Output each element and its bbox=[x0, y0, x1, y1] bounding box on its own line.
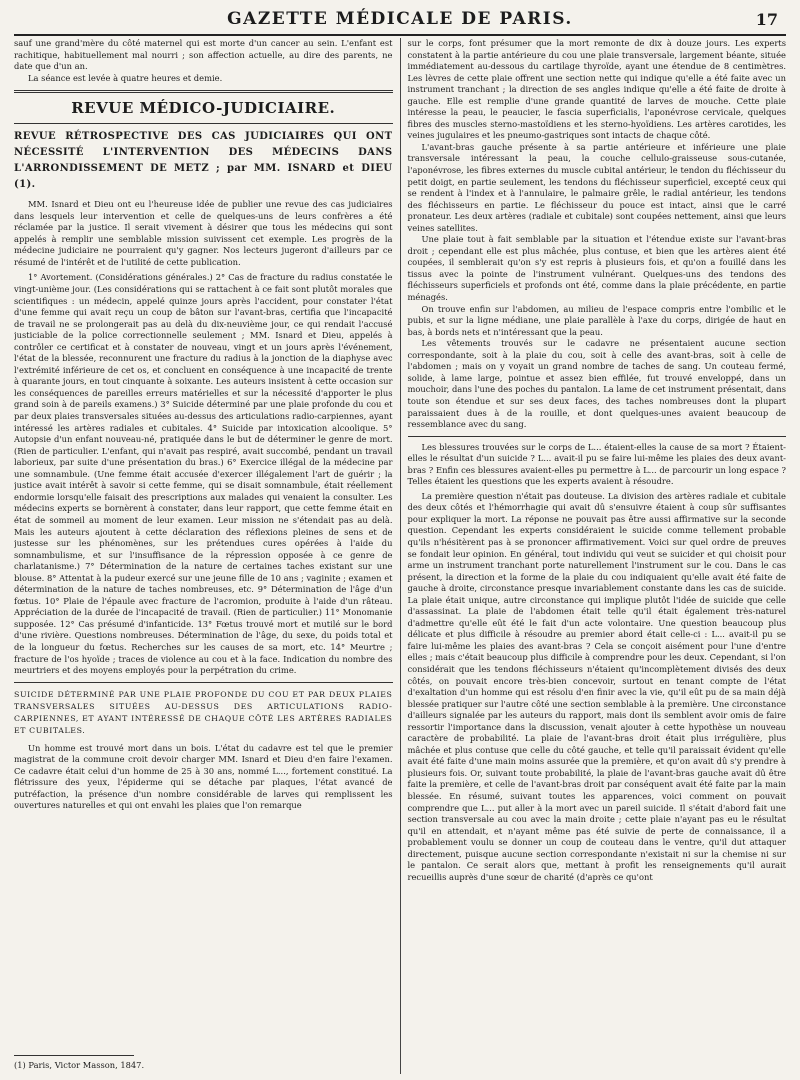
continued-text: sauf une grand'mère du côté maternel qui est morte d'un cancer au sein. L'enfant est rachitique, habituellement mal nourri ; son affection actuelle, au dire des parents, ne date que d'un an. bbox=[14, 38, 393, 72]
section-divider bbox=[14, 90, 393, 93]
footnote-rule bbox=[14, 1055, 134, 1056]
session-closing: La séance est levée à quatre heures et demie. bbox=[28, 72, 223, 83]
article-paragraph: On trouve enfin sur l'abdomen, au milieu de l'espace compris entre l'ombilic et le pubis, et sur la ligne médiane, une plaie parallèle à l'axe du corps, dirigée de haut en bas, à bords nets et n'intéressant que la peau. bbox=[407, 303, 786, 337]
left-column bbox=[14, 38, 401, 1074]
article-paragraph: Un homme est trouvé mort dans un bois. L'état du cadavre est tel que le premier magistrat de la commune croit devoir charger MM. Isnard et Dieu d'en faire l'examen. Ce cadavre était celui d'un homme de 25 à 30 ans, nommé L..., fortement constitué. La flétrissure des yeux, l'épiderme qui se détache par plaques, l'état avancé de putréfaction, la présence d'un nombre considérable de larves qui remplissent les ouvertures naturelles et qui ont envahi les plaies que l'on remarque bbox=[14, 742, 393, 811]
case-divider bbox=[14, 682, 393, 683]
article-columns bbox=[14, 38, 786, 1074]
title-divider bbox=[14, 123, 393, 124]
article-paragraph: Les blessures trouvées sur le corps de L... étaient-elles la cause de sa mort ? Étaient-elles le résultat d'un suicide ? L... avait-il pu se faire lui-même les plaies des deux avant-bras ? Enfin ces blessures avaient-elles pu permettre à L... de parcourir un long espace ? Telles étaient les questions que les experts avaient à résoudre. bbox=[407, 441, 786, 487]
article-paragraph: 1° Avortement. (Considérations générales.) 2° Cas de fracture du radius constatée le vingt-unième jour. (Les considérations qui se rattachent à ce fait sont plutôt morales que scientifiques : un médecin, appelé quinze jours après l'accident, pour constater l'état d'une femme qui avait reçu un coup de bâton sur l'avant-bras, certifia que l'incapacité de travail ne se prolongerait pas au delà du dix-neuvième jour, ce qui rendait l'accusé justiciable de la police correctionnelle seulement ; MM. Isnard et Dieu, appelés à contrôler ce certificat et à constater de nouveau, vingt et un jours après l'événement, l'état de la blessée, reconnurent une fracture du radius à la jonction de la diaphyse avec l'extrémité inférieure de cet os, et concluent en conséquence à une incapacité de trente à quarante jours, en tout cinquante à soixante. Les auteurs insistent à cette occasion sur les conséquences de pareilles erreurs matérielles et sur la nécessité d'apporter le plus grand soin à de pareils examens.) 3° Suicide déterminé par une plaie profonde du cou et par deux plaies transversales situées au-dessus des articulations radio-carpiennes, ayant intéressé les artères radiales et cubitales. 4° Suicide par intoxication alcoolique. 5° Autopsie d'un enfant nouveau-né, pratiquée dans le but de déterminer le genre de mort. (Rien de particulier. L'enfant, qui n'avait pas respiré, avait succombé, pendant un travail laborieux, par suite d'une présentation du bras.) 6° Exercice illégal de la médecine par une somnambule. (Une femme était accusée d'exercer illégalement l'art de guérir ; la justice avait intérêt à savoir si cette femme, qui se disait somnambule, était réellement endormie lorsqu'elle faisait des prescriptions aux malades qui venaient la consulter. Les médecins experts se bornèrent à constater, dans leur rapport, que cette femme était en état de sommeil au moment de leur examen. Leur mission ne s'étendait pas au delà. Mais les auteurs ajoutent à cette déclaration des réflexions pleines de sens et de justesse sur les phénomènes, sur les prétendues cures opérées à l'aide du somnambulisme, et sur l'insuffisance de la répression opposée à ce genre de charlatanisme.) 7° Détermination de la nature de certaines taches existant sur une blouse. 8° Attentat à la pudeur exercé sur une jeune fille de 10 ans ; vaginite ; examen et détermination de la nature de taches nombreuses, etc. 9° Détermination de l'âge d'un fœtus. 10° Plaie de l'épaule avec fracture de l'acromion, produite à l'aide d'un râteau. Appréciation de la durée de l'incapacité de travail. (Rien de particulier.) 11° Monomanie supposée. 12° Cas présumé d'infanticide. 13° Fœtus trouvé mort et mutilé sur le bord d'une rivière. Questions nombreuses. Détermination de l'âge, du sexe, du poids total et de la longueur du fœtus. Recherches sur les causes de sa mort, etc. 14° Meurtre ; fracture de l'os hyoïde ; traces de violence au cou et à la face. Indication du nombre des meurtriers et des moyens employés pour la perpétration du crime. bbox=[14, 272, 393, 676]
article-heading: REVUE RÉTROSPECTIVE DES CAS JUDICIAIRES QUI ONT NÉCESSITÉ L'INTERVENTION DES MÉDECINS DANS L'ARRONDISSEMENT DE METZ ; par MM. ISNARD et DIEU (1). bbox=[14, 131, 393, 191]
article-paragraph: L'avant-bras gauche présente à sa partie antérieure et inférieure une plaie transversale intéressant la peau, la couche cellulo-graisseuse sous-cutanée, l'aponévrose, les fibres externes du muscle cubital antérieur, le tendon du fléchisseur du petit doigt, en partie seulement, les tendons du fléchisseur superficiel, excepté ceux qui se rendent à l'index et à l'annulaire, le palmaire grêle, le radial antérieur, les tendons des fléchisseurs en partie. Le fléchisseur du pouce est intact, ainsi que le carré pronateur. Les deux artères (radiale et cubitale) sont coupées nettement, ainsi que leurs veines satellites. bbox=[407, 141, 786, 233]
footnote: (1) Paris, Victor Masson, 1847. bbox=[14, 1060, 145, 1070]
article-paragraph: MM. Isnard et Dieu ont eu l'heureuse idée de publier une revue des cas judiciaires dans lesquels leur intervention et celle de quelques-uns de leurs confrères a été réclamée par la justice. Il serait vivement à désirer que tous les médecins qui sont appelés à remplir une semblable mission suivissent cet exemple. Les progrès de la médecine judiciaire ne pourraient qu'y gagner. Nos lecteurs jugeront d'ailleurs par ce résumé de l'intérêt et de l'utilité de cette publication. bbox=[14, 199, 393, 267]
page-header bbox=[14, 4, 786, 36]
article-paragraph: Une plaie tout à fait semblable par la situation et l'étendue existe sur l'avant-bras droit ; cependant elle est plus mâchée, plus contuse, et bien que les artères aient été coupées, il semblerait qu'on s'y est repris à plusieurs fois, et qu'on a fouillé dans les tissus avec la pointe de l'instrument vulnérant. Quelques-uns des tendons des fléchisseurs superficiels et profonds ont été, comme dans la plaie précédente, en partie ménagés. bbox=[407, 234, 786, 303]
page-number: 17 bbox=[755, 10, 778, 29]
journal-title: GAZETTE MÉDICALE DE PARIS. bbox=[227, 9, 573, 29]
case-heading: SUICIDE DÉTERMINÉ PAR UNE PLAIE PROFONDE DU COU ET PAR DEUX PLAIES TRANSVERSALES SITUÉES AU-DESSUS DES ARTICULATIONS RADIO-CARPIENNES, ET AYANT INTÉRESSÉ DE CHAQUE CÔTÉ LES ARTÈRES RADIALES ET CUBITALES. bbox=[14, 689, 393, 735]
right-column bbox=[401, 38, 787, 1074]
section-title: REVUE MÉDICO-JUDICIAIRE. bbox=[71, 99, 336, 118]
article-paragraph: sur le corps, font présumer que la mort remonte de dix à douze jours. Les experts constatent à la partie antérieure du cou une plaie transversale, largement béante, située immédiatement au-dessous du cartilage thyroïde, ayant une étendue de 8 centimètres. Les lèvres de cette plaie offrent une section nette qui indique qu'elle a été faite avec un instrument tranchant ; la direction de ses angles indique qu'elle a été faite de droite à gauche. Elle est remplie d'une grande quantité de larves de mouche. Cette plaie intéresse la peau, le peaucier, le fascia superficialis, l'aponévrose cervicale, quelques fibres des muscles sterno-mastoïdiens et les sterno-hyoïdiens. Les artères carotides, les veines jugulaires et les pneumo-gastriques sont intacts de chaque côté. bbox=[407, 38, 786, 141]
article-paragraph: La première question n'était pas douteuse. La division des artères radiale et cubitale des deux côtés et l'hémorrhagie qui avait dû s'ensuivre étaient à coup sûr suffisantes pour expliquer la mort. La réponse ne pouvait pas être aussi affirmative sur la seconde question. Cependant les experts considéraient le suicide comme tellement probable qu'ils n'hésitèrent pas à se prononcer affirmativement. Voici sur quel ordre de preuves se fondait leur opinion. En général, tout individu qui veut se suicider et qui choisit pour arme un instrument tranchant porte naturellement l'instrument sur le cou. Dans le cas présent, la direction et la forme de la plaie du cou indiquaient qu'elle avait été faite de gauche à droite, circonstance presque invariablement constante dans les cas de suicide. La plaie était unique, autre circonstance qui implique plutôt l'idée de suicide que celle d'assassinat. La plaie de l'abdomen était telle qu'il était également très-naturel d'admettre qu'elle eût été le fait d'un acte volontaire. Une question beaucoup plus délicate et plus difficile à résoudre au premier abord était celle-ci : L... avait-il pu se faire lui-même les plaies des avant-bras ? Cela se conçoit aisément pour l'une d'entre elles ; mais c'était beaucoup plus difficile à comprendre pour les deux. Cependant, si l'on considérait que les tendons fléchisseurs n'étaient qu'incomplètement divisés des deux côtés, on pouvait encore très-bien concevoir, surtout en tenant compte de l'état d'exaltation d'un homme qui est résolu d'en finir avec la vie, qu'il eût pu de sa main déjà blessée pratiquer sur l'autre côté une section semblable à la première. Une circonstance d'ailleurs signalée par les auteurs du rapport, mais dont ils semblent avoir omis de faire ressortir l'importance dans la discussion, venait ajouter à cette hypothèse un nouveau caractère de probabilité. La plaie de l'avant-bras droit était plus irrégulière, plus mâchée et plus contuse que celle du côté gauche, et telle qu'il paraissait évident qu'elle avait été faite d'une main moins assurée que la première, et qu'on avait dû s'y prendre à plusieurs fois. Or, suivant toute probabilité, la plaie de l'avant-bras gauche avait dû être faite la première, et celle de l'avant-bras droit par conséquent avait été faite par la main blessée. En résumé, suivant toutes les apparences, voici comment on pouvait comprendre que L... put aller à la mort avec un pareil suicide. Il s'était d'abord fait une section transversale au cou avec la main droite ; cette plaie n'ayant pas eu le résultat qu'il en attendait, et n'ayant même pas été suivie de perte de connaissance, il a probablement voulu se donner un coup de couteau dans le ventre, qu'il dut attaquer directement, puisque aucune section correspondante n'existait ni sur la chemise ni sur le pantalon. Ce serait alors que, mettant à profit les renseignements qu'il aurait recueillis auprès d'une sœur de charité (d'après ce qu'ont bbox=[407, 490, 786, 882]
column-divider bbox=[408, 436, 787, 437]
article-paragraph: Les vêtements trouvés sur le cadavre ne présentaient aucune section correspondante, soit à la plaie du cou, soit à celle des avant-bras, soit à celle de l'abdomen ; mais on y voyait un grand nombre de taches de sang. Un couteau fermé, solide, à lame large, pointue et assez bien effilée, fut trouvé enveloppé, dans un mouchoir, dans l'une des poches du pantalon. La lame de cet instrument présentait, dans toute son étendue et sur ses deux faces, des taches nombreuses dont la plupart paraissaient dues à de la rouille, et dont quelques-unes avaient beaucoup de ressemblance avec du sang. bbox=[407, 338, 786, 430]
